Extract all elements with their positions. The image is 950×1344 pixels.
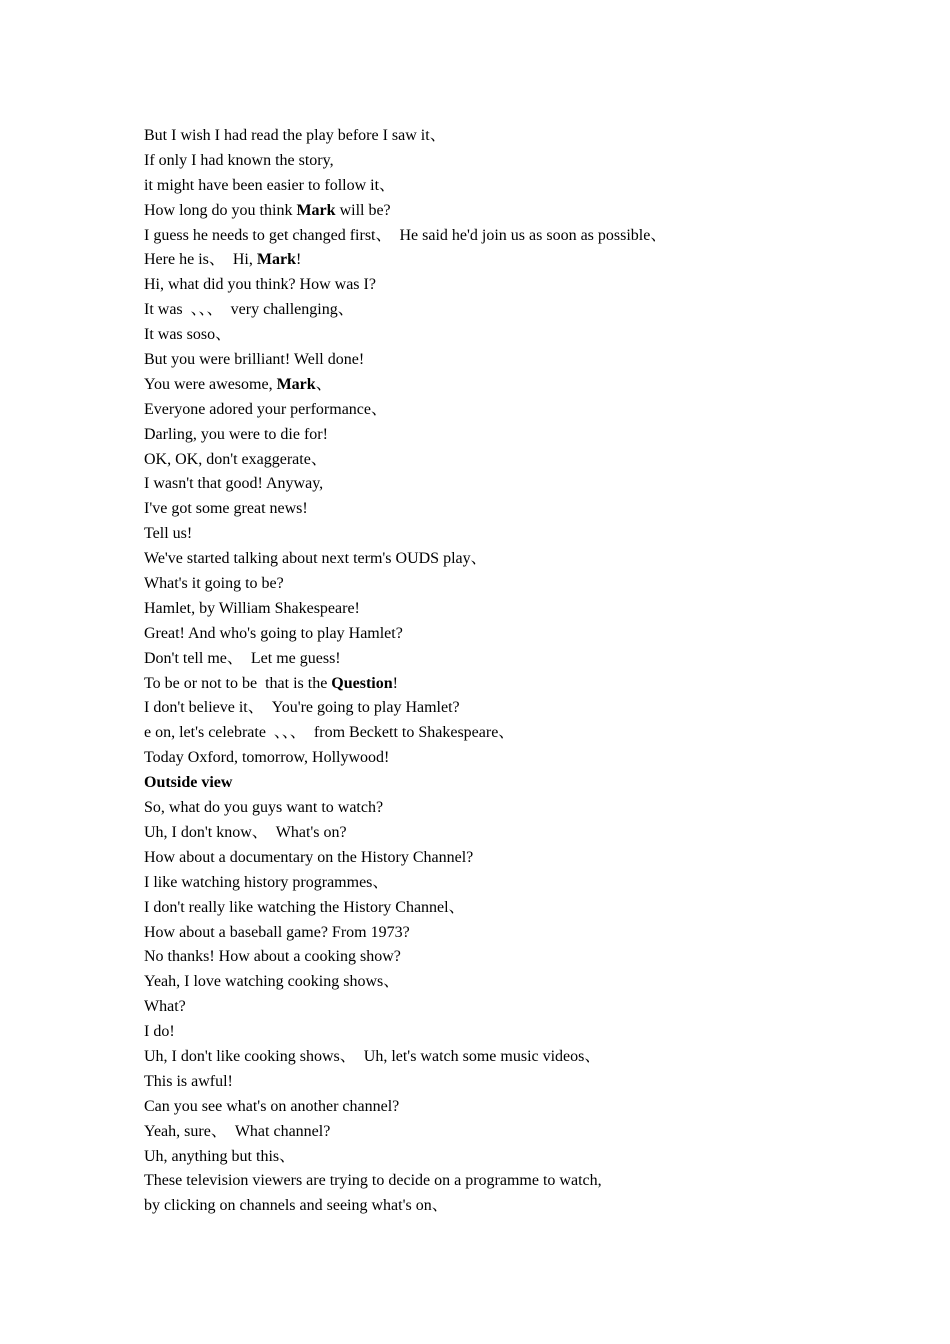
line-text: So, what do you guys want to watch? xyxy=(144,799,384,817)
line-text: OK, OK, don't exaggerate、 xyxy=(144,450,327,468)
line-text: I like watching history programmes、 xyxy=(144,873,389,891)
line-text: How about a documentary on the History Channel? xyxy=(144,848,474,866)
line-text: You were awesome, xyxy=(144,375,277,393)
transcript-line xyxy=(144,1194,844,1219)
line-text: will be? xyxy=(335,201,391,219)
line-text: Uh, I don't know、 What's on? xyxy=(144,823,347,841)
transcript-line xyxy=(144,199,844,224)
transcript-line xyxy=(144,522,844,547)
transcript-line xyxy=(144,224,844,249)
transcript-line xyxy=(144,771,844,796)
transcript-line xyxy=(144,423,844,448)
transcript-line xyxy=(144,448,844,473)
line-text: Today Oxford, tomorrow, Hollywood! xyxy=(144,749,390,767)
transcript-line xyxy=(144,497,844,522)
transcript-line xyxy=(144,298,844,323)
line-text: What? xyxy=(144,998,186,1016)
transcript-line xyxy=(144,149,844,174)
transcript-line xyxy=(144,622,844,647)
line-text: Great! And who's going to play Hamlet? xyxy=(144,624,403,642)
line-text: Everyone adored your performance、 xyxy=(144,400,388,418)
bold-text: Outside view xyxy=(144,774,233,792)
transcript-line xyxy=(144,547,844,572)
transcript-line xyxy=(144,348,844,373)
bold-text: Mark xyxy=(256,251,296,269)
transcript-line xyxy=(144,1045,844,1070)
line-text: I wasn't that good! Anyway, xyxy=(144,475,324,493)
line-text: e on, let's celebrate 、、、 from Beckett to Shakespeare、 xyxy=(144,724,515,742)
line-text: Darling, you were to die for! xyxy=(144,425,328,443)
bold-text: Mark xyxy=(296,201,336,219)
transcript-line xyxy=(144,921,844,946)
line-text: But I wish I had read the play before I saw it、 xyxy=(144,127,446,144)
line-text: Here he is、 Hi, xyxy=(144,251,257,269)
line-text: These television viewers are trying to decide on a programme to watch, xyxy=(144,1172,602,1190)
transcript-line xyxy=(144,821,844,846)
transcript-line xyxy=(144,248,844,273)
transcript-line xyxy=(144,846,844,871)
line-text: To be or not to be that is the xyxy=(144,674,332,692)
line-text: it might have been easier to follow it、 xyxy=(144,176,396,194)
transcript-line xyxy=(144,672,844,697)
line-text: How long do you think xyxy=(144,201,297,219)
line-text: No thanks! How about a cooking show? xyxy=(144,948,401,966)
transcript-line xyxy=(144,472,844,497)
transcript-line xyxy=(144,174,844,199)
bold-text: Question xyxy=(331,674,393,692)
transcript-line xyxy=(144,1169,844,1194)
line-text: Uh, I don't like cooking shows、 Uh, let's watch some music videos、 xyxy=(144,1047,601,1065)
line-text: 、 xyxy=(315,375,332,393)
line-text: Hi, what did you think? How was I? xyxy=(144,276,376,294)
line-text: It was soso、 xyxy=(144,326,232,344)
line-text: ! xyxy=(295,251,302,269)
bold-text: Mark xyxy=(276,375,316,393)
line-text: I do! xyxy=(144,1023,175,1041)
transcript-line xyxy=(144,124,844,149)
transcript-line xyxy=(144,1120,844,1145)
line-text: If only I had known the story, xyxy=(144,151,334,169)
transcript-line xyxy=(144,572,844,597)
line-text: This is awful! xyxy=(144,1072,233,1090)
transcript-line xyxy=(144,398,844,423)
line-text: What's it going to be? xyxy=(144,575,284,593)
transcript-line xyxy=(144,1095,844,1120)
line-text: It was 、、、 very challenging、 xyxy=(144,301,354,319)
transcript-line xyxy=(144,995,844,1020)
transcript-line xyxy=(144,373,844,398)
transcript-line xyxy=(144,970,844,995)
line-text: I don't believe it、 You're going to play Hamlet? xyxy=(144,699,460,717)
line-text: ! xyxy=(392,674,398,692)
transcript-line xyxy=(144,796,844,821)
line-text: I've got some great news! xyxy=(144,500,308,518)
line-text: Can you see what's on another channel? xyxy=(144,1097,400,1115)
line-text: Yeah, I love watching cooking shows、 xyxy=(144,973,400,991)
transcript-line xyxy=(144,896,844,921)
transcript-line xyxy=(144,597,844,622)
transcript-line xyxy=(144,273,844,298)
transcript-line xyxy=(144,721,844,746)
transcript-line xyxy=(144,323,844,348)
line-text: Don't tell me、 Let me guess! xyxy=(144,649,341,667)
transcript-line xyxy=(144,647,844,672)
transcript-line xyxy=(144,871,844,896)
line-text: But you were brilliant! Well done! xyxy=(144,351,365,369)
line-text: Uh, anything but this、 xyxy=(144,1147,296,1165)
line-text: Hamlet, by William Shakespeare! xyxy=(144,599,360,617)
transcript-body xyxy=(144,124,844,1219)
line-text: I guess he needs to get changed first、 He said he'd join us as soon as possible、 xyxy=(144,226,667,244)
transcript-line xyxy=(144,746,844,771)
transcript-line xyxy=(144,696,844,721)
line-text: by clicking on channels and seeing what's on、 xyxy=(144,1197,448,1215)
line-text: Yeah, sure、 What channel? xyxy=(144,1122,331,1140)
line-text: Tell us! xyxy=(144,525,193,543)
transcript-line xyxy=(144,1070,844,1095)
line-text: How about a baseball game? From 1973? xyxy=(144,923,410,941)
transcript-line xyxy=(144,1020,844,1045)
line-text: We've started talking about next term's OUDS play、 xyxy=(144,550,487,568)
transcript-line xyxy=(144,1145,844,1170)
line-text: I don't really like watching the History Channel、 xyxy=(144,898,465,916)
transcript-line xyxy=(144,945,844,970)
